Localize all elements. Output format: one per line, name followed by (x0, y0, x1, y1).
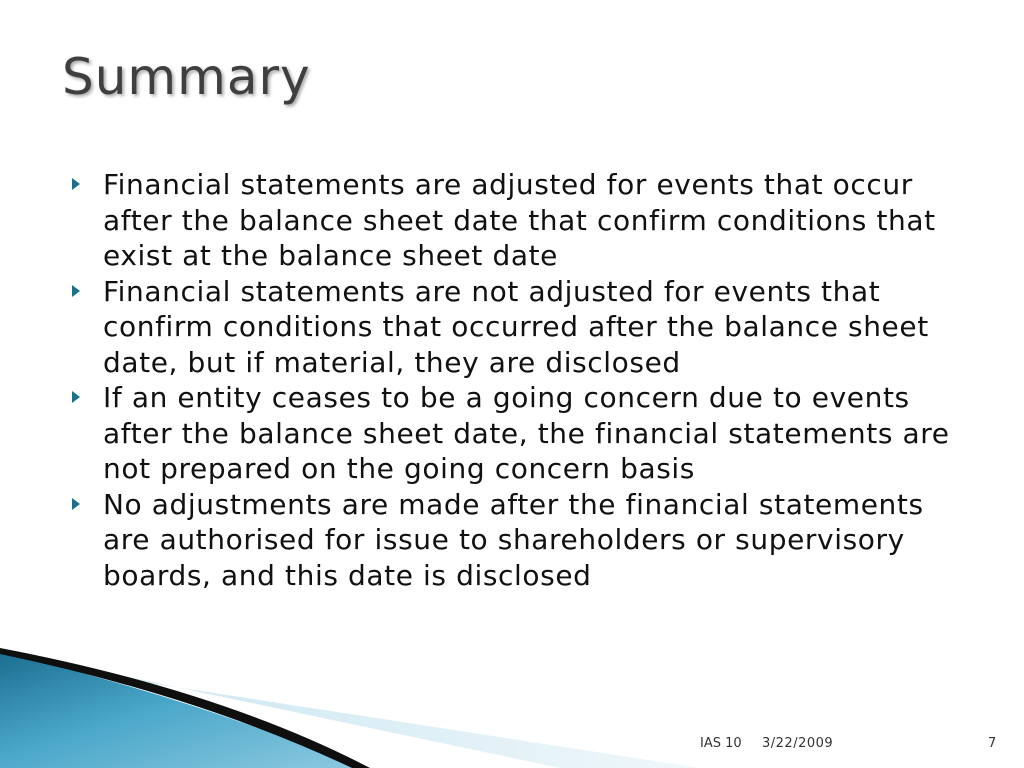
swoosh-blue-band (0, 652, 360, 768)
footer-date: 3/22/2009 (762, 736, 834, 751)
slide-title: Summary (62, 48, 311, 106)
bullet-list (72, 167, 972, 593)
bullet-item (72, 487, 972, 594)
triangle-right-icon (72, 178, 80, 190)
slide-number: 7 (988, 736, 997, 751)
footer-standard-label: IAS 10 (700, 736, 742, 751)
bullet-item (72, 380, 972, 487)
bullet-item (72, 274, 972, 381)
swoosh-dark-stroke (0, 648, 370, 768)
bullet-text: No adjustments are made after the financial statements are authorised for issue to shareholders or supervisory boards, and this date is disclosed (103, 487, 924, 592)
bullet-text: Financial statements are not adjusted for events that confirm conditions that occurred after the balance sheet date, but if material, they are disclosed (103, 274, 929, 379)
bullet-text: If an entity ceases to be a going concern due to events after the balance sheet date, the financial statements are not prepared on the going concern basis (103, 381, 950, 485)
triangle-right-icon (72, 285, 80, 297)
bullet-item (72, 167, 972, 274)
swoosh-light-band (0, 650, 700, 768)
triangle-right-icon (72, 498, 80, 510)
bullet-text: Financial statements are adjusted for events that occur after the balance sheet date that confirm conditions that exist at the balance sheet date (103, 168, 936, 272)
triangle-right-icon (72, 391, 80, 403)
